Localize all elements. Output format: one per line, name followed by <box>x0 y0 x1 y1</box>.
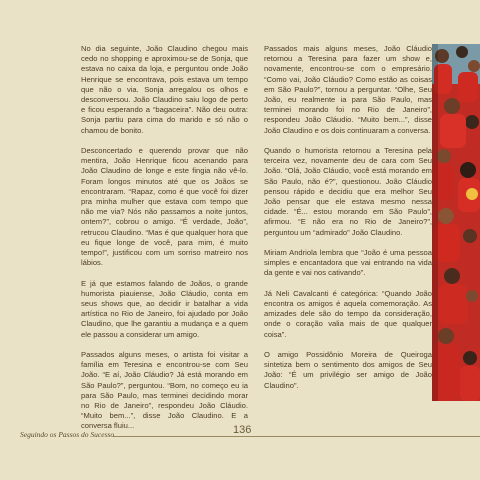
paragraph: Já Neli Cavalcanti é categórica: “Quando João encontra os amigos é aquela comemoração. As amizades dele são do tempo da consideração, onde o coração valia mais de que qualquer coisa”. <box>264 288 432 339</box>
crowd-illustration <box>432 44 480 401</box>
paragraph: Passados alguns meses, o artista foi visitar a família em Teresina e encontrou-se com Seu João. “E aí, João Cláudio? Já está morando em São Paulo?”, perguntou. “Bom, no começo eu ia para São Paulo, mas terminei decidindo morar no Rio de Janeiro”, respondeu João Cláudio. “Muito bem...”, disse João Claudino. E a conversa fluiu... <box>81 350 248 431</box>
page-number: 136 <box>230 424 254 436</box>
left-text-column <box>81 44 248 442</box>
paragraph: Passados mais alguns meses, João Cláudio retornou a Teresina para fazer um show e, novamente, encontrou-se com o empresário. “Como vai, João Cláudio? Como estão as coisas em São Paulo?”, tornou a perguntar. “Olhe, Seu João, eu realmente ia para São Paulo, mas terminei morando foi no Rio de Janeiro”, respondeu João Cláudio. “Muito bem...”, disse João Claudino e os dois continuaram a conversa. <box>264 44 432 135</box>
paragraph: E já que estamos falando de Joãos, o grande humorista piauiense, João Cláudio, conta em seus shows que, ao decidir ir batalhar a vida artística no Rio de Janeiro, foi ajudado por João Claudino, que lhe garantiu a mudança e a quem ele passou a considerar um amigo. <box>81 278 248 339</box>
paragraph: O amigo Possidônio Moreira de Queiroga sintetiza bem o sentimento dos amigos de Seu João: “É um privilégio ser amigo de João Claudino”. <box>264 350 432 390</box>
running-footer-title: Seguindo os Passos do Sucesso <box>20 430 115 439</box>
paragraph: No dia seguinte, João Claudino chegou mais cedo no shopping e aproximou-se de Sonja, que estava no caixa da loja, e perguntou onde João Henrique se encontrava, pois estava um tempo que não o via. Sonja arregalou os olhos e desconversou. João Claudino saiu logo de perto e ficou esperando a “bagaceira”. Não deu outra: Sonja partiu para cima do marido e só não o chamou de bonito. <box>81 44 248 135</box>
paragraph: Quando o humorista retornou a Teresina pela terceira vez, novamente deu de cara com Seu João. “Olá, João Cláudio, você está morando em São Paulo, não é?”, questionou. João Cláudio pensou rápido e decidiu que era melhor Seu João pensar que ele estava mesmo nessa cidade. “É... estou morando em São Paulo”, afirmou. “E não era no Rio de Janeiro?”, perguntou um “admirado” João Claudino. <box>264 146 432 237</box>
paragraph: Desconcertado e querendo provar que não mentira, João Henrique ficou acenando para João Claudino de longe e este fingia não vê-lo. Foram longos minutos até que os Joãos se encontraram. “Rapaz, como é que você foi dizer pra minha mulher que estava com tempo que não me via? Nós não passamos a noite juntos, ontem?”, cobrou o amigo. “É verdade, João”, retrucou Claudino. “Mas é que qualquer hora que eu fique longe de você, para mim, é muito tempo!”, justificou com um sorriso matreiro nos lábios. <box>81 146 248 268</box>
paragraph: Miriam Andriola lembra que “João é uma pessoa simples e encantadora que vai entrando na vida da gente e vai nos cativando”. <box>264 248 432 278</box>
crowd-photo <box>432 44 480 401</box>
right-text-column <box>264 44 432 401</box>
footer-rule <box>113 436 480 437</box>
